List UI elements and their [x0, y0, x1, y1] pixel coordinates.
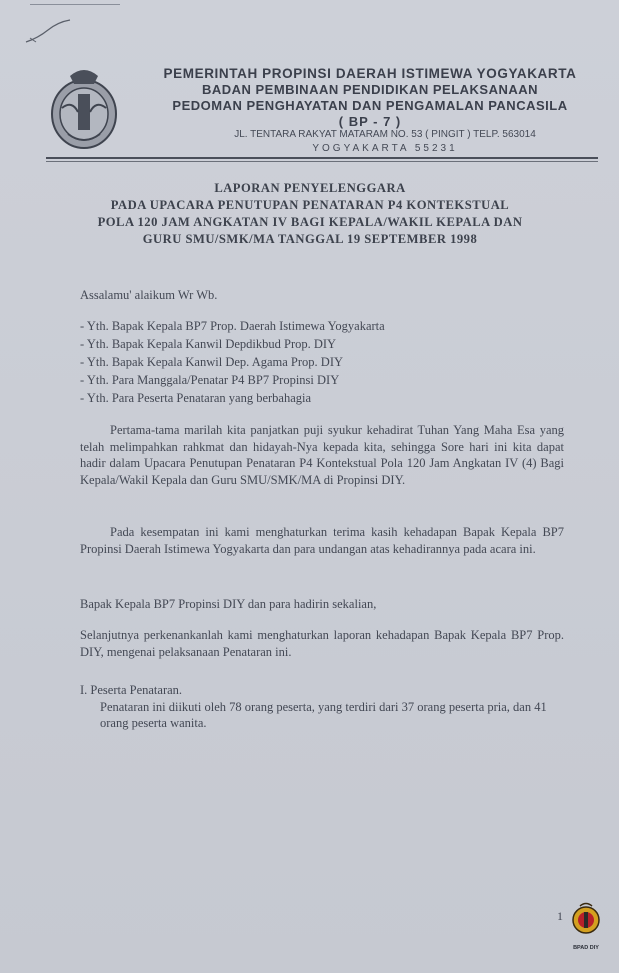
paragraph-4: Selanjutnya perkenankanlah kami menghaturkan laporan kehadapan Bapak Kepala BP7 Prop. DIY, mengenai pelaksanaan Penataran ini.: [80, 628, 564, 659]
paragraph-3: Bapak Kepala BP7 Propinsi DIY dan para hadirin sekalian,: [80, 597, 377, 611]
section-1-heading: I. Peserta Penataran.: [80, 683, 183, 697]
greeting: Assalamu' alaikum Wr Wb.: [80, 288, 218, 302]
title-line3: POLA 120 JAM ANGKATAN IV BAGI KEPALA/WAKIL KEPALA DAN: [97, 215, 523, 229]
address-line: JL. TENTARA RAKYAT MATARAM NO. 53 ( PINGIT ) TELP. 563014: [234, 129, 536, 140]
paragraph-1: Pertama-tama marilah kita panjatkan puji syukur kehadirat Tuhan Yang Maha Esa yang telah melimpahkan rahkmat dan hidayah-Nya kepada kita, sehingga Sore hari ini kita dapat hadir dalam Upacara Penutupan Penataran P4 Kontekstual Pola 120 Jam Angkatan IV (4) Bagi Kepala/Wakil Kepala dan Guru SMU/SMK/MA di Propinsi DIY.: [80, 423, 564, 487]
paragraph-2: Pada kesempatan ini kami menghaturkan terima kasih kehadapan Bapak Kepala BP7 Propinsi Daerah Istimewa Yogyakarta dan para undangan atas kehadirannya pada acara ini.: [80, 525, 564, 556]
addressee-item: - Yth. Bapak Kepala Kanwil Depdikbud Prop. DIY: [80, 337, 337, 351]
title-line1: LAPORAN PENYELENGGARA: [214, 181, 406, 195]
letterhead: [140, 66, 600, 130]
letterhead-line3: PEDOMAN PENGHAYATAN DAN PENGAMALAN PANCASILA: [172, 98, 568, 113]
archive-stamp-label: BPAD DIY: [573, 945, 599, 951]
section-1: [80, 682, 564, 732]
report-title: [60, 180, 560, 248]
title-line4: GURU SMU/SMK/MA TANGGAL 19 SEPTEMBER 1998: [142, 232, 478, 246]
yogyakarta-seal-icon: [48, 64, 120, 152]
letterhead-line4: ( BP - 7 ): [338, 114, 402, 129]
addressee-item: - Yth. Para Peserta Penataran yang berbahagia: [80, 391, 312, 405]
section-1-body: Penataran ini diikuti oleh 78 orang peserta, yang terdiri dari 37 orang peserta pria, dan 41 orang peserta wanita.: [100, 699, 547, 730]
title-line2: PADA UPACARA PENUTUPAN PENATARAN P4 KONTEKSTUAL: [110, 198, 510, 212]
addressee-item: - Yth. Bapak Kepala Kanwil Dep. Agama Prop. DIY: [80, 355, 344, 369]
addressee-item: - Yth. Para Manggala/Penatar P4 BP7 Propinsi DIY: [80, 373, 340, 387]
page-number: 1: [557, 909, 563, 923]
letterhead-line1: PEMERINTAH PROPINSI DAERAH ISTIMEWA YOGYAKARTA: [163, 66, 577, 81]
scan-mark-line: [30, 4, 120, 5]
archive-stamp: [571, 902, 601, 954]
pen-scribble: [22, 18, 74, 48]
letterhead-address: [190, 128, 580, 156]
letterhead-rule-thick: [46, 157, 598, 159]
archive-logo-icon: [571, 902, 601, 940]
letterhead-line2: BADAN PEMBINAAN PENDIDIKAN PELAKSANAAN: [201, 82, 539, 97]
city-line: YOGYAKARTA 55231: [312, 143, 458, 154]
addressee-list: [80, 317, 564, 407]
addressee-item: - Yth. Bapak Kepala BP7 Prop. Daerah Istimewa Yogyakarta: [80, 319, 385, 333]
letterhead-rule-thin: [46, 161, 598, 162]
